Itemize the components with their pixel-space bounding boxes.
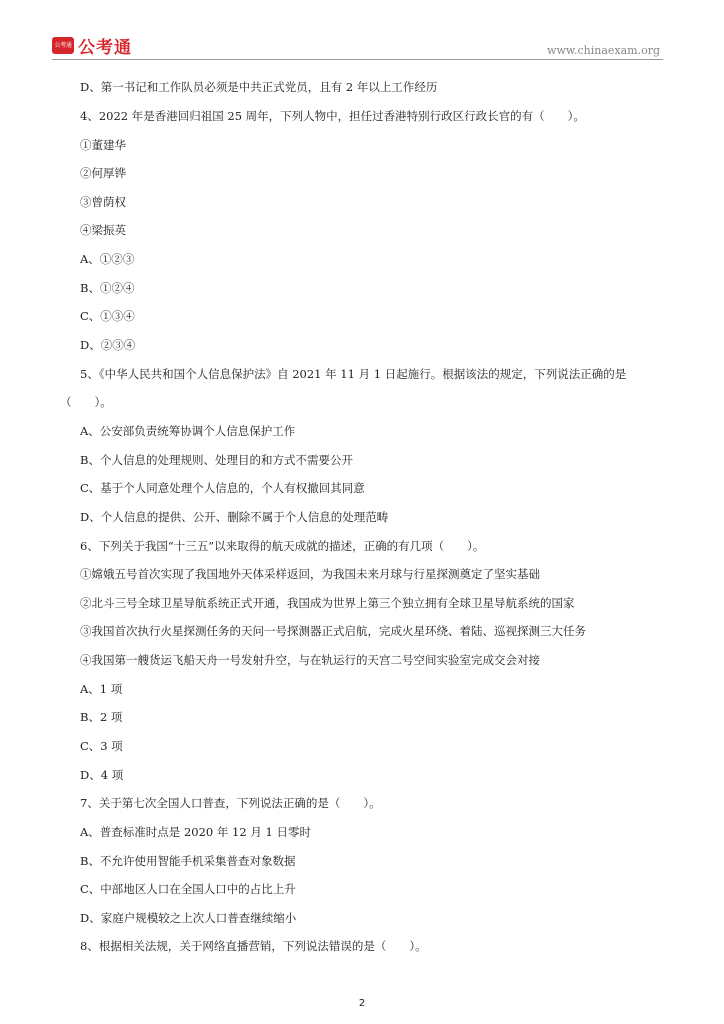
item-line: ②北斗三号全球卫星导航系统正式开通，我国成为世界上第三个独立拥有全球卫星导航系统的国家 [80, 596, 575, 610]
option-line: D、4 项 [80, 768, 124, 782]
option-line: A、1 项 [80, 682, 123, 696]
option-line: B、2 项 [80, 710, 123, 724]
question-line: 6、下列关于我国“十三五”以来取得的航天成就的描述，正确的有几项（ ）。 [80, 539, 485, 553]
item-line: ③我国首次执行火星探测任务的天问一号探测器正式启航，完成火星环绕、着陆、巡视探测三大任务 [80, 624, 586, 638]
site-url: www.chinaexam.org [547, 44, 660, 57]
option-line: D、第一书记和工作队员必须是中共正式党员，且有 2 年以上工作经历 [80, 80, 438, 94]
logo-text: 公考通 [78, 38, 132, 58]
option-line: C、3 项 [80, 739, 123, 753]
option-line: D、②③④ [80, 338, 136, 352]
option-line: D、家庭户规模较之上次人口普查继续缩小 [80, 911, 297, 925]
option-line: B、①②④ [80, 281, 135, 295]
item-line: ①嫦娥五号首次实现了我国地外天体采样返回，为我国未来月球与行星探测奠定了坚实基础 [80, 567, 540, 581]
brand-logo [52, 33, 132, 58]
item-line: ①董建华 [80, 138, 126, 152]
question-line-continuation: （ ）。 [60, 395, 112, 409]
question-line: 8、根据相关法规，关于网络直播营销，下列说法错误的是（ ）。 [80, 939, 427, 953]
option-line: C、①③④ [80, 309, 135, 323]
logo-badge-icon: 公考通 [52, 37, 74, 54]
option-line: C、中部地区人口在全国人口中的占比上升 [80, 882, 296, 896]
item-line: ④我国第一艘货运飞船天舟一号发射升空，与在轨运行的天宫二号空间实验室完成交会对接 [80, 653, 540, 667]
option-line: C、基于个人同意处理个人信息的，个人有权撤回其同意 [80, 481, 365, 495]
item-line: ④梁振英 [80, 223, 126, 237]
page-number: 2 [358, 998, 366, 1009]
page-header [0, 0, 724, 62]
question-line: 4、2022 年是香港回归祖国 25 周年，下列人物中，担任过香港特别行政区行政长官的有（ ）。 [80, 109, 585, 123]
item-line: ③曾荫权 [80, 195, 126, 209]
option-line: A、公安部负责统筹协调个人信息保护工作 [80, 424, 296, 438]
option-line: B、不允许使用智能手机采集普查对象数据 [80, 854, 296, 868]
item-line: ②何厚铧 [80, 166, 126, 180]
option-line: B、个人信息的处理规则、处理目的和方式不需要公开 [80, 453, 353, 467]
option-line: D、个人信息的提供、公开、删除不属于个人信息的处理范畴 [80, 510, 389, 524]
option-line: A、普查标准时点是 2020 年 12 月 1 日零时 [80, 825, 311, 839]
header-divider [52, 59, 663, 60]
option-line: A、①②③ [80, 252, 135, 266]
question-line: 7、关于第七次全国人口普查，下列说法正确的是（ ）。 [80, 796, 381, 810]
question-line: 5、《中华人民共和国个人信息保护法》自 2021 年 11 月 1 日起施行。根据该法的规定，下列说法正确的是 [80, 367, 627, 381]
